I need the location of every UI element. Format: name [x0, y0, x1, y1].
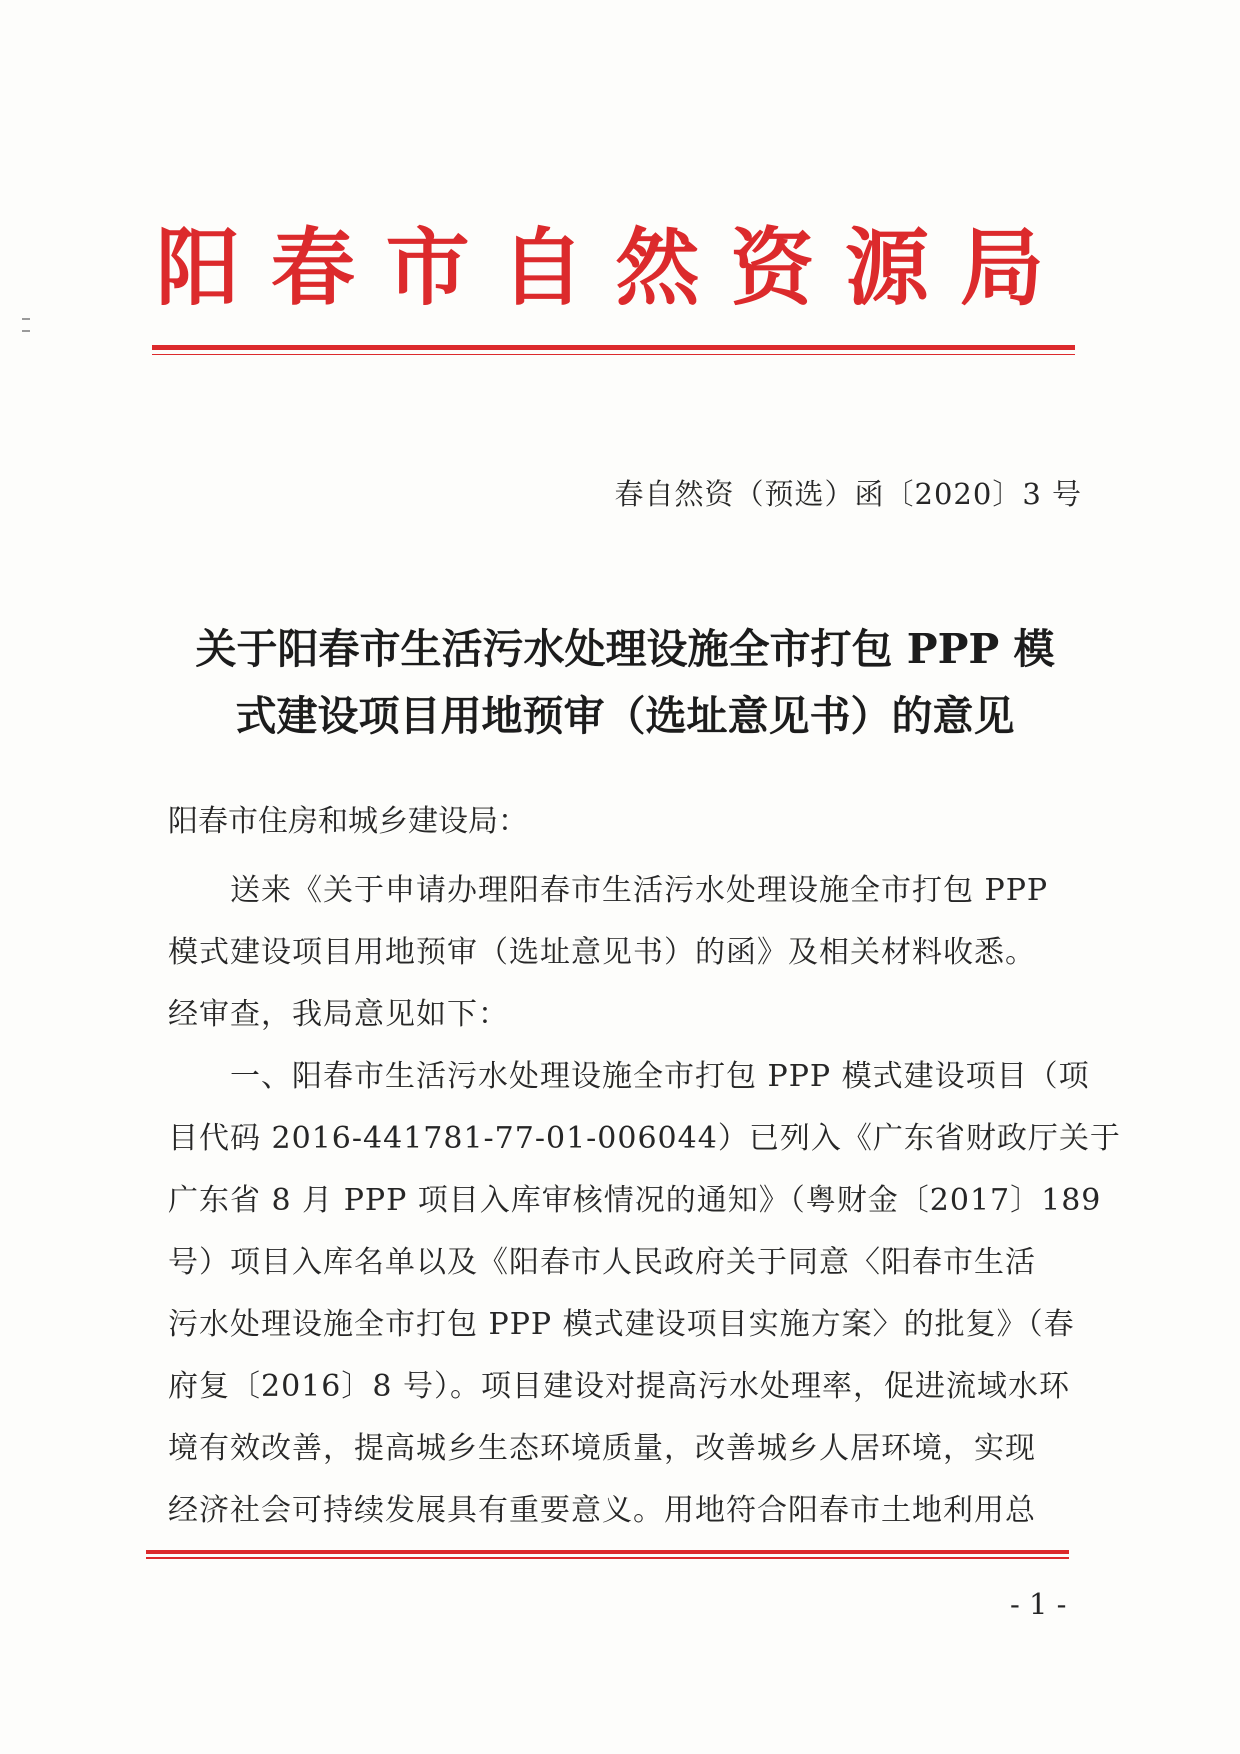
title-line: 式建设项目用地预审（选址意见书）的意见 [235, 692, 1015, 740]
header-char: 自 [500, 218, 585, 317]
body-line: 府复〔2016〕8 号）。项目建设对提高污水处理率，促进流域水环 [168, 1369, 1070, 1404]
issuing-authority-header [150, 218, 1050, 318]
header-divider-thin [152, 354, 1075, 355]
body-line: 送来《关于申请办理阳春市生活污水处理设施全市打包 PPP [230, 873, 1049, 908]
scan-artifact [22, 318, 30, 320]
header-char: 春 [270, 218, 355, 317]
recipient-salutation: 阳春市住房和城乡建设局： [168, 804, 528, 839]
body-line: 经审查，我局意见如下： [168, 997, 509, 1032]
body-line: 经济社会可持续发展具有重要意义。用地符合阳春市土地利用总 [168, 1493, 1036, 1528]
document-number: 春自然资（预选）函〔2020〕3 号 [614, 477, 1082, 511]
title-line: 关于阳春市生活污水处理设施全市打包 PPP 模 [195, 625, 1055, 673]
header-char: 市 [385, 218, 470, 317]
body-line: 污水处理设施全市打包 PPP 模式建设项目实施方案〉的批复》（春 [168, 1307, 1075, 1342]
header-char: 局 [959, 218, 1044, 317]
footer-divider-thick [146, 1550, 1069, 1554]
document-title [160, 616, 1090, 750]
header-char: 资 [730, 218, 815, 317]
header-char: 阳 [155, 218, 240, 317]
body-line: 境有效改善，提高城乡生态环境质量，改善城乡人居环境，实现 [168, 1431, 1036, 1466]
body-line: 一、阳春市生活污水处理设施全市打包 PPP 模式建设项目（项 [230, 1059, 1090, 1094]
page-number: - 1 - [1010, 1587, 1067, 1621]
scan-artifact [22, 330, 30, 332]
body-line: 目代码 2016-441781-77-01-006044）已列入《广东省财政厅关于 [168, 1121, 1121, 1156]
body-line: 模式建设项目用地预审（选址意见书）的函》及相关材料收悉。 [168, 935, 1036, 970]
body-line: 号）项目入库名单以及《阳春市人民政府关于同意〈阳春市生活 [168, 1245, 1036, 1280]
footer-divider-thin [146, 1557, 1069, 1559]
header-char: 然 [615, 218, 700, 317]
body-text [168, 860, 1121, 1542]
header-divider-thick [152, 345, 1075, 350]
body-line: 广东省 8 月 PPP 项目入库审核情况的通知》（粤财金〔2017〕189 [168, 1183, 1102, 1218]
header-char: 源 [845, 218, 930, 317]
